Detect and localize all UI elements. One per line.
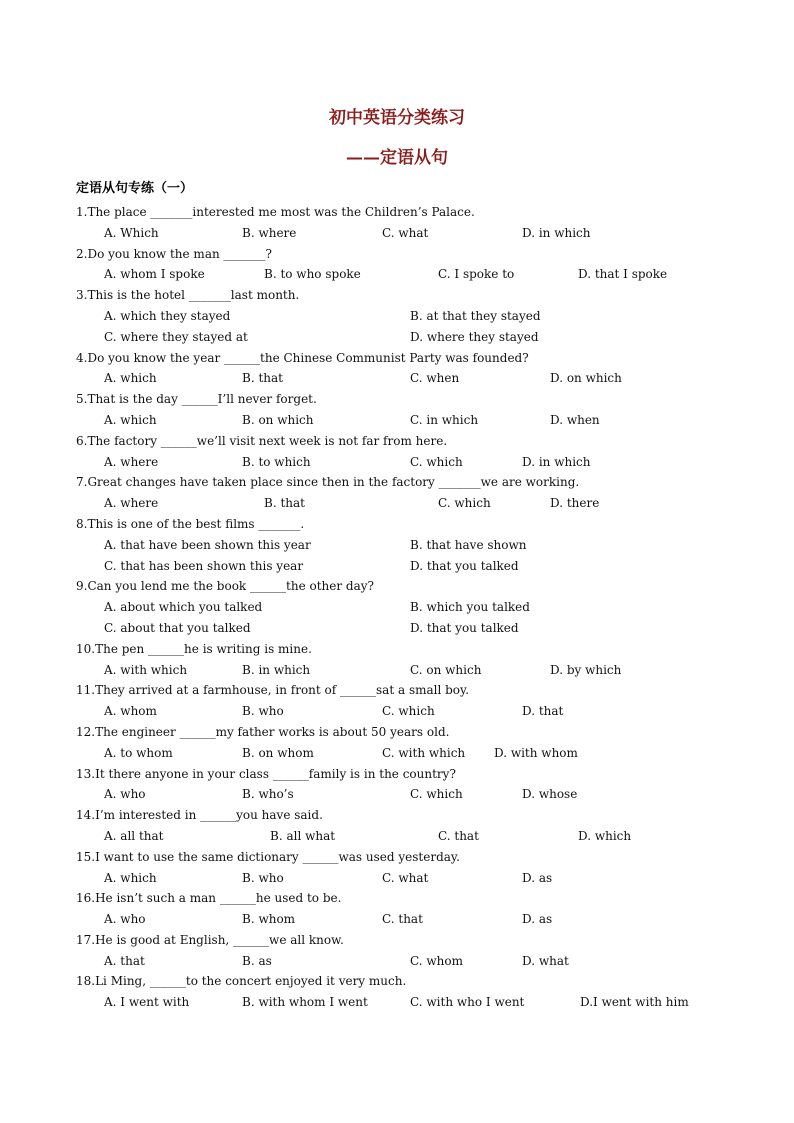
- option: D. in which: [522, 454, 591, 469]
- option: C. which: [438, 496, 491, 511]
- option: C. that: [438, 828, 479, 843]
- option: D. as: [522, 870, 553, 885]
- option: D. that: [522, 704, 564, 719]
- question-text: 17.He is good at English, ______we all know.: [76, 932, 344, 947]
- option: C. whom: [410, 953, 463, 968]
- options-row: [76, 618, 776, 639]
- option: A. to whom: [104, 745, 173, 760]
- option: B. in which: [242, 662, 311, 677]
- options-row: [76, 951, 776, 972]
- question-text: 10.The pen ______he is writing is mine.: [76, 641, 312, 656]
- options-row: [76, 327, 776, 348]
- options-row: [76, 223, 776, 244]
- options-row: [76, 660, 776, 681]
- option: C. with which: [382, 745, 466, 760]
- option: C. which: [382, 704, 435, 719]
- options-row: [76, 556, 776, 577]
- option: A. Which: [104, 225, 159, 240]
- option: D. with whom: [494, 745, 578, 760]
- section-heading: 定语从句专练（一）: [76, 181, 194, 196]
- option: C. which: [410, 454, 463, 469]
- options-row: [76, 784, 776, 805]
- option: C. I spoke to: [438, 267, 515, 282]
- options-row: [76, 909, 776, 930]
- option: C. which: [410, 787, 463, 802]
- option: B. all what: [270, 828, 336, 843]
- option: D. when: [550, 412, 600, 427]
- option: D. that you talked: [410, 620, 519, 635]
- options-row: [76, 410, 776, 431]
- options-row: [76, 535, 776, 556]
- option: D. as: [522, 912, 553, 927]
- option: D. where they stayed: [410, 329, 539, 344]
- option: D. there: [550, 496, 600, 511]
- option: B. that: [242, 371, 283, 386]
- option: B. who: [242, 870, 284, 885]
- option: B. with whom I went: [242, 995, 368, 1010]
- question-text: 15.I want to use the same dictionary ______was used yesterday.: [76, 849, 460, 864]
- option: A. whom I spoke: [104, 267, 205, 282]
- option: A. where: [104, 454, 159, 469]
- option: C. when: [410, 371, 460, 386]
- option: A. which: [104, 412, 157, 427]
- page-title: 初中英语分类练习: [329, 108, 465, 128]
- option: C. with who I went: [410, 995, 525, 1010]
- option: B. where: [242, 225, 297, 240]
- option: D. by which: [550, 662, 622, 677]
- question-text: 13.It there anyone in your class ______family is in the country?: [76, 766, 456, 781]
- option: B. to who spoke: [264, 267, 361, 282]
- options-row: [76, 264, 776, 285]
- options-row: [76, 868, 776, 889]
- option: C. in which: [410, 412, 479, 427]
- option: C. about that you talked: [104, 620, 251, 635]
- question-text: 6.The factory ______we’ll visit next week is not far from here.: [76, 433, 448, 448]
- option: D. on which: [550, 371, 622, 386]
- question-text: 9.Can you lend me the book ______the other day?: [76, 579, 374, 594]
- options-row: [76, 597, 776, 618]
- option: A. who: [104, 912, 146, 927]
- option: C. what: [382, 870, 429, 885]
- question-text: 5.That is the day ______I’ll never forget.: [76, 392, 317, 407]
- options-row: [76, 826, 776, 847]
- option: D.I went with him: [580, 995, 689, 1010]
- option: C. what: [382, 225, 429, 240]
- option: A. with which: [104, 662, 188, 677]
- option: D. that you talked: [410, 558, 519, 573]
- option: C. on which: [410, 662, 482, 677]
- question-text: 8.This is one of the best films _______.: [76, 516, 305, 531]
- options-row: [76, 493, 776, 514]
- option: B. to which: [242, 454, 311, 469]
- option: C. that has been shown this year: [104, 558, 304, 573]
- options-row: [76, 452, 776, 473]
- options-row: [76, 701, 776, 722]
- option: A. about which you talked: [104, 600, 263, 615]
- option: D. which: [578, 828, 632, 843]
- option: A. which they stayed: [104, 308, 231, 323]
- question-text: 2.Do you know the man _______?: [76, 246, 272, 261]
- question-text: 1.The place _______interested me most was the Children’s Palace.: [76, 205, 475, 219]
- option: A. that have been shown this year: [104, 537, 311, 552]
- option: B. as: [242, 953, 272, 968]
- question-text: 16.He isn’t such a man ______he used to be.: [76, 891, 342, 906]
- options-row: [76, 368, 776, 389]
- option: A. which: [104, 371, 157, 386]
- option: A. where: [104, 496, 159, 511]
- option: D. in which: [522, 225, 591, 240]
- option: D. what: [522, 953, 569, 968]
- question-text: 18.Li Ming, ______to the concert enjoyed it very much.: [76, 974, 407, 989]
- option: B. that: [264, 496, 305, 511]
- option: A. whom: [104, 704, 157, 719]
- option: D. whose: [522, 787, 578, 802]
- question-text: 4.Do you know the year ______the Chinese Communist Party was founded?: [76, 350, 529, 365]
- option: B. whom: [242, 912, 296, 927]
- option: C. where they stayed at: [104, 329, 248, 344]
- option: B. on whom: [242, 745, 314, 760]
- option: B. who: [242, 704, 284, 719]
- page-subtitle: ——定语从句: [346, 148, 448, 168]
- option: A. all that: [104, 828, 164, 843]
- option: C. that: [382, 912, 423, 927]
- question-list: [76, 202, 776, 1013]
- options-row: [76, 306, 776, 327]
- question-text: 12.The engineer ______my father works is about 50 years old.: [76, 724, 450, 739]
- question-text: 3.This is the hotel _______last month.: [76, 288, 300, 303]
- question-text: 14.I’m interested in ______you have said.: [76, 808, 323, 823]
- option: B. which you talked: [410, 600, 530, 615]
- question-text: 11.They arrived at a farmhouse, in front of ______sat a small boy.: [76, 683, 470, 698]
- question-text: 7.Great changes have taken place since then in the factory _______we are working.: [76, 475, 580, 490]
- option: A. who: [104, 787, 146, 802]
- option: B. on which: [242, 412, 314, 427]
- option: A. which: [104, 870, 157, 885]
- option: B. who’s: [242, 787, 294, 802]
- option: D. that I spoke: [578, 267, 668, 282]
- option: B. that have shown: [410, 537, 527, 552]
- option: A. I went with: [104, 995, 190, 1010]
- option: A. that: [104, 953, 145, 968]
- options-row: [76, 992, 776, 1013]
- options-row: [76, 743, 776, 764]
- option: B. at that they stayed: [410, 308, 541, 323]
